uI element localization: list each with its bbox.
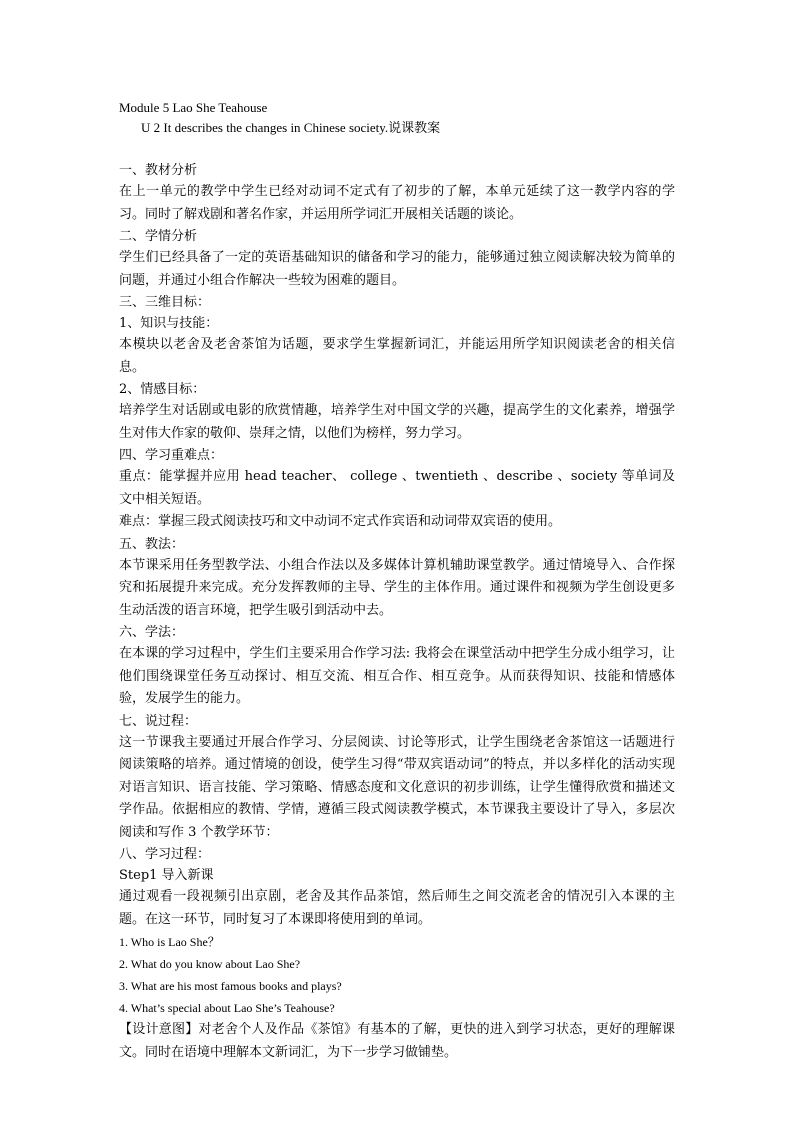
document-page xyxy=(119,98,675,1064)
teaching-method-text: 本节课采用任务型教学法、小组合作法以及多媒体计算机辅助课堂教学。通过情境导入、合作探究和拓展提升来完成。充分发挥教师的主导、学生的主体作用。通过课件和视频为学生创设更多生动活泼的语言环境，把学生吸引到活动中去。 xyxy=(119,557,675,618)
blank-line xyxy=(119,138,675,160)
knowledge-text: 本模块以老舍及老舍茶馆为话题，要求学生掌握新词汇，并能运用所学知识阅读老舍的相关信息。 xyxy=(119,337,675,375)
section-heading-4: 四、学习重难点： xyxy=(119,448,224,463)
subsection-knowledge: 1、知识与技能： xyxy=(119,316,219,331)
section-heading-1: 一、教材分析 xyxy=(119,163,198,178)
step1-text: 通过观看一段视频引出京剧，老舍及其作品茶馆，然后师生之间交流老舍的情况引入本课的主题。在这一环节，同时复习了本课即将使用到的单词。 xyxy=(119,889,675,927)
question-item: 1. Who is Lao She？ xyxy=(119,935,220,949)
difficult-points-text: 难点：掌握三段式阅读技巧和文中动词不定式作宾语和动词带双宾语的使用。 xyxy=(119,514,562,529)
section-heading-3: 三、三维目标： xyxy=(119,295,211,310)
section-heading-7: 七、说过程： xyxy=(119,713,198,729)
design-intent-text: 【设计意图】对老舍个人及作品《茶馆》有基本的了解，更快的进入到学习状态，更好的理解课文。同时在语境中理解本文新词汇，为下一步学习做铺垫。 xyxy=(119,1022,675,1060)
question-item: 2. What do you know about Lao She? xyxy=(119,957,301,971)
step1-title: Step1 导入新课 xyxy=(119,868,214,883)
section-heading-8: 八、学习过程： xyxy=(119,847,211,862)
section-text-1: 在上一单元的教学中学生已经对动词不定式有了初步的了解，本单元延续了这一教学内容的学习。同时了解戏剧和著名作家，并运用所学词汇开展相关话题的谈论。 xyxy=(119,184,675,222)
learning-method-text: 在本课的学习过程中，学生们主要采用合作学习法: 我将会在课堂活动中把学生分成小组学习，让他们围绕课堂任务互动探讨、相互交流、相互合作、相互竞争。从而获得知识、技能和情感体验，发展学生的能力。 xyxy=(119,646,675,706)
document-title: Module 5 Lao She Teahouse xyxy=(119,100,268,115)
subsection-emotion: 2、情感目标： xyxy=(119,382,206,397)
question-item: 4. What’s special about Lao She’s Teahouse? xyxy=(119,1001,335,1015)
section-text-2: 学生们已经具备了一定的英语基础知识的储备和学习的能力，能够通过独立阅读解决较为简单的问题，并通过小组合作解决一些较为困难的题目。 xyxy=(119,250,675,288)
question-item: 3. What are his most famous books and plays? xyxy=(119,979,342,993)
section-heading-6: 六、学法： xyxy=(119,625,185,640)
section-heading-2: 二、学情分析 xyxy=(119,229,198,244)
emotion-text: 培养学生对话剧或电影的欣赏情趣，培养学生对中国文学的兴趣，提高学生的文化素养，增强学生对伟大作家的敬仰、崇拜之情，以他们为榜样，努力学习。 xyxy=(119,403,675,441)
document-subtitle: U 2 It describes the changes in Chinese society.说课教案 xyxy=(141,120,441,135)
key-points-text: 重点：能掌握并应用 head teacher、 college 、twentieth 、describe 、society 等单词及文中相关短语。 xyxy=(119,469,675,507)
section-heading-5: 五、教法： xyxy=(119,536,185,552)
process-text: 这一节课我主要通过开展合作学习、分层阅读、讨论等形式，让学生围绕老舍茶馆这一话题进行阅读策略的培养。通过情境的创设，使学生习得“带双宾语动词”的特点，并以多样化的活动实现对语言知识、语言技能、学习策略、情感态度和文化意识的初步训练，让学生懂得欣赏和描述文学作品。依据相应的教情、学情，遵循三段式阅读教学模式，本节课我主要设计了导入，多层次阅读和写作 3 个教学环节： xyxy=(119,734,675,840)
